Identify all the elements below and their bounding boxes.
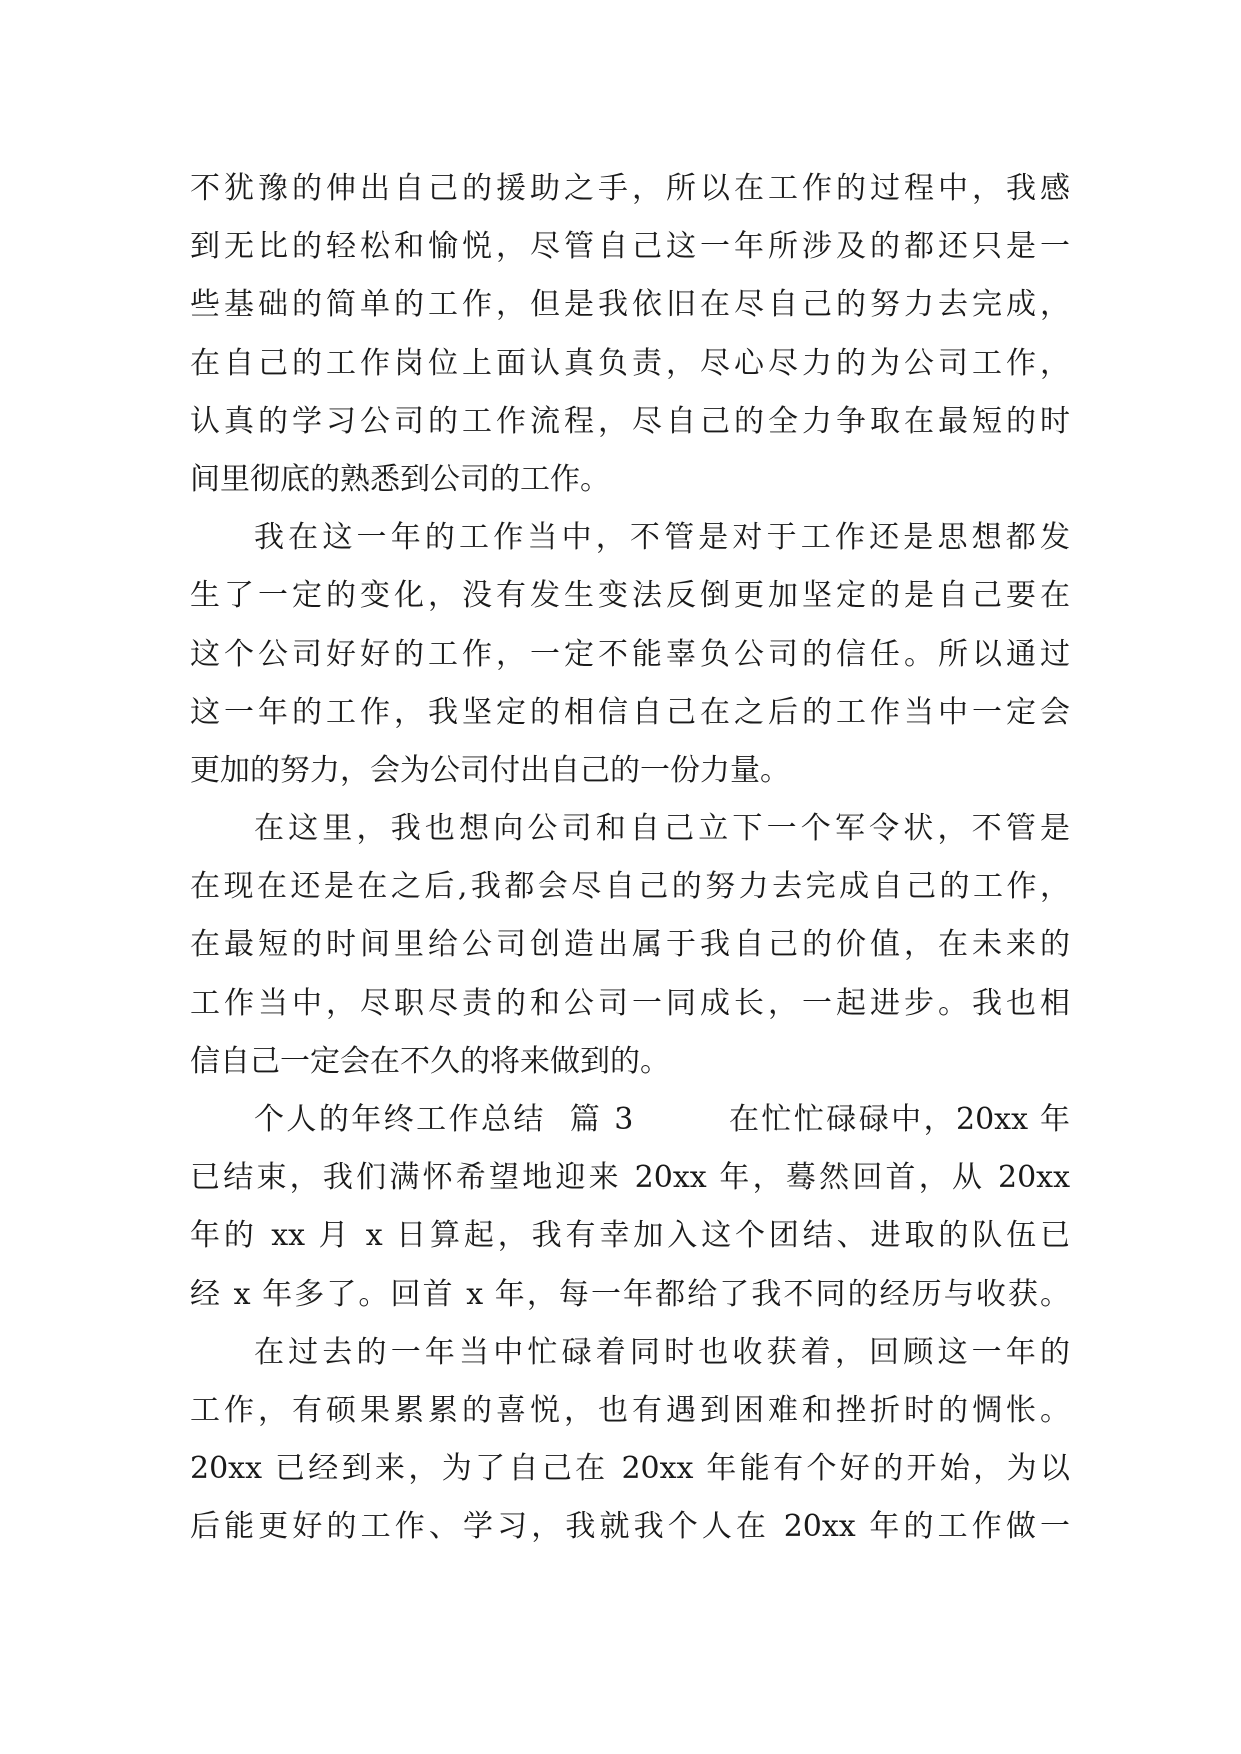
text-line: 这一年的工作，我坚定的相信自己在之后的工作当中一定会 [190,694,1070,730]
text-line: 这个公司好好的工作，一定不能辜负公司的信任。所以通过 [190,636,1070,672]
body-text [190,160,1070,1557]
text-line: 更加的努力，会为公司付出自己的一份力量。 [190,752,790,788]
text-line: 工作，有硕果累累的喜悦，也有遇到困难和挫折时的惆怅。 [190,1392,1070,1428]
text-line: 在最短的时间里给公司创造出属于我自己的价值，在未来的 [190,927,1070,963]
text-line: 年的 xx 月 x 日算起，我有幸加入这个团结、进取的队伍已 [190,1218,1070,1254]
section-heading-line: 个人的年终工作总结 篇 3 在忙忙碌碌中，20xx 年 [254,1102,1070,1137]
text-line: 信自己一定会在不久的将来做到的。 [190,1043,670,1079]
text-line: 认真的学习公司的工作流程，尽自己的全力争取在最短的时 [190,403,1070,439]
text-line: 些基础的简单的工作，但是我依旧在尽自己的努力去完成， [190,287,1070,323]
text-line: 不犹豫的伸出自己的援助之手，所以在工作的过程中，我感 [190,171,1070,206]
text-line: 我在这一年的工作当中，不管是对于工作还是思想都发 [254,520,1070,556]
text-line: 到无比的轻松和愉悦，尽管自己这一年所涉及的都还只是一 [190,229,1070,265]
text-line: 在这里，我也想向公司和自己立下一个军令状，不管是 [254,811,1070,847]
text-line: 已结束，我们满怀希望地迎来 20xx 年，蓦然回首，从 20xx [190,1160,1070,1196]
text-line: 20xx 已经到来，为了自己在 20xx 年能有个好的开始，为以 [190,1451,1070,1487]
text-line: 经 x 年多了。回首 x 年，每一年都给了我不同的经历与收获。 [190,1276,1070,1312]
text-line: 在过去的一年当中忙碌着同时也收获着，回顾这一年的 [254,1334,1070,1370]
text-line: 间里彻底的熟悉到公司的工作。 [190,461,610,497]
text-line: 在现在还是在之后,我都会尽自己的努力去完成自己的工作， [190,869,1070,905]
text-line: 工作当中，尽职尽责的和公司一同成长，一起进步。我也相 [190,985,1070,1021]
text-line: 在自己的工作岗位上面认真负责，尽心尽力的为公司工作， [190,345,1070,381]
text-line: 后能更好的工作、学习，我就我个人在 20xx 年的工作做一 [190,1509,1070,1545]
text-line: 生了一定的变化，没有发生变法反倒更加坚定的是自己要在 [190,578,1070,614]
